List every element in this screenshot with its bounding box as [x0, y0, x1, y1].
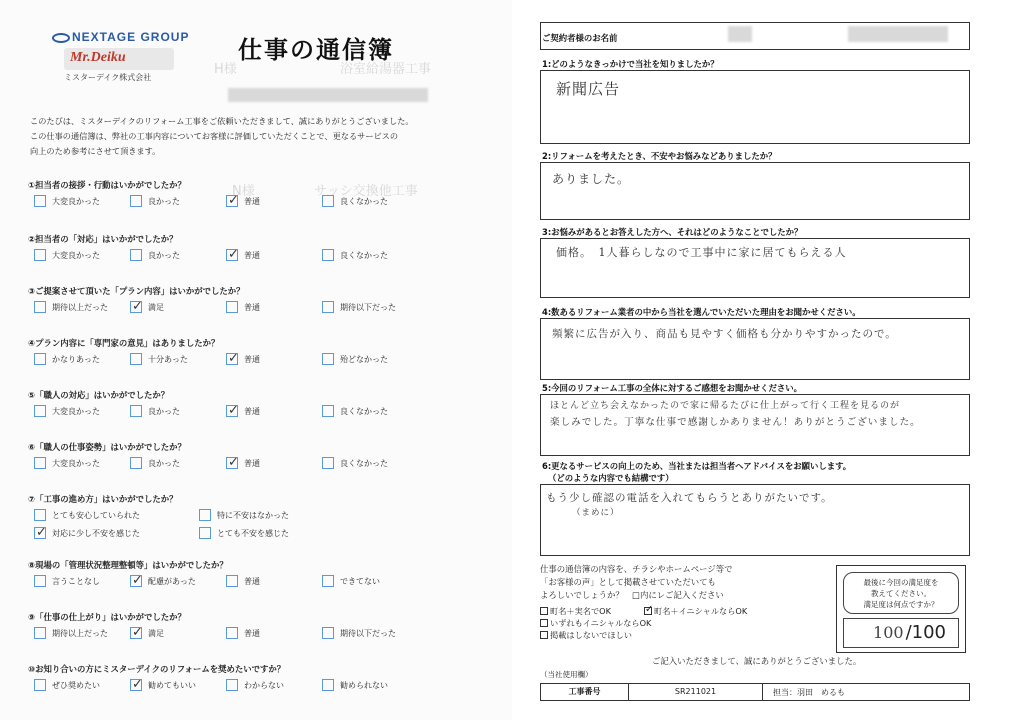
option-label: 普通: [244, 458, 260, 468]
option[interactable]: [130, 457, 216, 469]
ghost-customer-2: N様: [232, 184, 255, 199]
option[interactable]: [130, 353, 216, 365]
option-label: 普通: [244, 576, 260, 586]
right-q4-answer: 頻繁に広告が入り、商品も見やすく価格も分かりやすかったので。: [552, 328, 897, 340]
option[interactable]: [226, 405, 312, 417]
score-value: 100: [873, 623, 904, 642]
intro-line: このたびは、ミスターデイクのリフォーム工事をご依頼いただきまして、誠にありがとうございました。: [30, 116, 414, 126]
checkbox-checked[interactable]: [226, 405, 238, 417]
work-number-label: 工事番号: [541, 684, 629, 700]
option[interactable]: [226, 457, 312, 469]
checkbox[interactable]: [34, 195, 46, 207]
option[interactable]: [199, 507, 354, 524]
option[interactable]: [226, 301, 312, 313]
question-6: [28, 440, 488, 472]
nextage-orb-icon: [52, 33, 70, 43]
option[interactable]: [34, 457, 120, 469]
publish-option[interactable]: [540, 617, 830, 629]
option-label: 普通: [244, 250, 260, 260]
option[interactable]: [130, 195, 216, 207]
publish-option-label: 掲載はしないでほしい: [550, 629, 632, 640]
checkbox[interactable]: [34, 457, 46, 469]
options: [34, 350, 488, 368]
publish-option[interactable]: [540, 605, 644, 617]
option-label: 良かった: [148, 196, 180, 206]
options: [34, 246, 488, 264]
option[interactable]: [226, 679, 312, 691]
checkbox[interactable]: [322, 301, 334, 313]
option-label: 期待以下だった: [340, 302, 396, 312]
option[interactable]: [322, 249, 408, 261]
option-label: 良くなかった: [340, 250, 388, 260]
checkbox-checked[interactable]: [130, 679, 142, 691]
options: [34, 624, 488, 642]
option[interactable]: [34, 353, 120, 365]
checkbox[interactable]: [34, 405, 46, 417]
prompt-line: 最後に今回の満足度を: [863, 578, 939, 587]
option[interactable]: [34, 679, 120, 691]
mr-deiku-logo: Mr.Deiku: [64, 48, 174, 70]
option-label: 大変良かった: [52, 406, 100, 416]
checkbox[interactable]: [540, 619, 548, 627]
option-label: 期待以上だった: [52, 302, 108, 312]
checkbox[interactable]: [226, 627, 238, 639]
option[interactable]: [34, 301, 120, 313]
option-label: 満足: [148, 628, 164, 638]
question-5: [28, 388, 488, 420]
checkbox[interactable]: [34, 301, 46, 313]
checkbox[interactable]: [226, 679, 238, 691]
ghost-work-2: サッシ交換他工事: [314, 184, 418, 199]
right-q6-label: 6:更なるサービスの向上のため、当社または担当者へアドバイスをお願いします。: [542, 461, 852, 471]
satisfaction-score-field[interactable]: [843, 618, 959, 648]
checkbox[interactable]: [322, 457, 334, 469]
option-label: かなりあった: [52, 354, 100, 364]
checkbox-checked[interactable]: [130, 301, 142, 313]
question-7: [28, 492, 488, 542]
checkbox-checked[interactable]: [226, 353, 238, 365]
options: [34, 454, 488, 472]
question-title: ⑩お知り合いの方にミスターデイクのリフォームを奨めたいですか？: [28, 664, 286, 674]
checkbox-checked[interactable]: [130, 575, 142, 587]
option[interactable]: [322, 679, 408, 691]
option-label: できてない: [340, 576, 380, 586]
option[interactable]: [226, 353, 312, 365]
option[interactable]: [322, 457, 408, 469]
options: [34, 506, 488, 542]
option-label: 普通: [244, 196, 260, 206]
checkbox-checked[interactable]: [644, 607, 652, 615]
redacted-area: [228, 88, 428, 102]
right-q5-answer-line-1: ほとんど立ち会えなかったので家に帰るたびに仕上がって行く工程を見るのが: [550, 401, 901, 411]
option[interactable]: [130, 301, 216, 313]
option-label: 普通: [244, 406, 260, 416]
question-1: [28, 178, 488, 210]
satisfaction-score-box: [836, 565, 966, 653]
publish-line: 「お客様の声」として掲載させていただいても: [540, 577, 716, 587]
checkbox-checked[interactable]: [130, 627, 142, 639]
question-title: ②担当者の「対応」はいかがでしたか？: [28, 234, 178, 244]
option-label: 大変良かった: [52, 458, 100, 468]
nextage-logo: [52, 30, 189, 44]
checkbox[interactable]: [130, 457, 142, 469]
question-3: [28, 284, 488, 316]
intro-line: この仕事の通信簿は、弊社の工事内容についてお客様に評価していただくことで、更なるサービスの: [30, 131, 399, 141]
checkbox[interactable]: [199, 527, 211, 539]
checkbox[interactable]: [322, 353, 334, 365]
option-label: 普通: [244, 302, 260, 312]
option[interactable]: [34, 575, 120, 587]
option[interactable]: [130, 627, 216, 639]
option[interactable]: [226, 195, 312, 207]
right-q1-label: 1:どのようなきっかけで当社を知りましたか？: [542, 59, 719, 69]
checkbox[interactable]: [130, 405, 142, 417]
option[interactable]: [322, 405, 408, 417]
work-number-value: SR211021: [629, 684, 763, 700]
right-q6-sub: （どのような内容でも結構です）: [548, 473, 674, 483]
question-9: [28, 610, 488, 642]
question-title: ①担当者の接拶・行動はいかがでしたか？: [28, 180, 186, 190]
option-label: 満足: [148, 302, 164, 312]
option-label: 言うことなし: [52, 576, 100, 586]
intro-line: 向上のため参考にさせて頂きます。: [30, 146, 161, 156]
option-label: 対応に少し不安を感じた: [52, 528, 140, 538]
checkbox-checked[interactable]: [34, 527, 46, 539]
question-10: [28, 662, 488, 694]
office-use-row: [540, 683, 970, 701]
thanks-text: ご記入いただきまして、誠にありがとうございました。: [652, 656, 862, 666]
checkbox[interactable]: [130, 195, 142, 207]
checkbox[interactable]: [322, 195, 334, 207]
nextage-label: NEXTAGE GROUP: [72, 30, 190, 44]
checkbox-checked[interactable]: [226, 195, 238, 207]
option[interactable]: [322, 301, 408, 313]
checkbox[interactable]: [199, 509, 211, 521]
right-q1-answer: 新聞広告: [556, 80, 621, 98]
score-max: /100: [905, 622, 946, 643]
publish-option-label: 町名＋実名でOK: [550, 605, 611, 616]
question-title: ⑤「職人の対応」はいかがでしたか？: [28, 390, 170, 400]
option[interactable]: [322, 575, 408, 587]
options: [34, 402, 488, 420]
question-8: [28, 558, 488, 590]
ghost-customer-1: H様: [214, 62, 237, 77]
publish-option-label: いずれもイニシャルならOK: [550, 617, 652, 628]
option-label: 期待以上だった: [52, 628, 108, 638]
option-label: わからない: [244, 680, 284, 690]
checkbox-checked[interactable]: [226, 249, 238, 261]
question-title: ⑨「仕事の仕上がり」はいかがでしたか？: [28, 612, 186, 622]
option-label: 普通: [244, 354, 260, 364]
option[interactable]: [34, 249, 120, 261]
right-q3-answer: 価格。 1人暮らしなので工事中に家に居てもらえる人: [556, 246, 847, 259]
checkbox[interactable]: [34, 353, 46, 365]
option[interactable]: [34, 195, 120, 207]
option[interactable]: [322, 195, 408, 207]
option[interactable]: [226, 575, 312, 587]
question-title: ⑥「職人の仕事姿勢」はいかがでしたか？: [28, 442, 186, 452]
checkbox[interactable]: [226, 301, 238, 313]
publish-line: 仕事の通信簿の内容を、チラシやホームページ等で: [540, 564, 733, 574]
option-label: 良くなかった: [340, 406, 388, 416]
checkbox[interactable]: [322, 679, 334, 691]
option[interactable]: [322, 353, 408, 365]
checkbox[interactable]: [226, 575, 238, 587]
checkbox[interactable]: [34, 679, 46, 691]
question-4: [28, 336, 488, 368]
checkbox[interactable]: [130, 353, 142, 365]
page-title: 仕事の通信簿: [238, 36, 394, 64]
option[interactable]: [130, 405, 216, 417]
publish-options: [540, 605, 830, 641]
options: [34, 572, 488, 590]
option[interactable]: [322, 627, 408, 639]
option[interactable]: [226, 627, 312, 639]
prompt-line: 満足度は何点ですか？: [863, 600, 939, 609]
satisfaction-prompt: [843, 572, 959, 614]
option[interactable]: [34, 525, 189, 542]
checkbox[interactable]: [34, 509, 46, 521]
checkbox[interactable]: [34, 249, 46, 261]
option-label: 良かった: [148, 458, 180, 468]
question-2: [28, 232, 488, 264]
checkbox[interactable]: [34, 627, 46, 639]
right-q6-answer-line-2: （まめに）: [572, 508, 620, 518]
option-label: 十分あった: [148, 354, 188, 364]
right-q2-label: 2:リフォームを考えたとき、不安やお悩みなどありましたか？: [542, 151, 777, 161]
question-title: ③ご提案させて頂いた「プラン内容」はいかがでしたか？: [28, 286, 245, 296]
options: [34, 298, 488, 316]
option-label: 特に不安はなかった: [217, 510, 289, 520]
office-use-label: （当社使用欄）: [540, 670, 593, 679]
option-label: 良くなかった: [340, 458, 388, 468]
option-label: 期待以下だった: [340, 628, 396, 638]
option-label: 勧められない: [340, 680, 388, 690]
company-name: ミスターデイク株式会社: [64, 73, 152, 82]
checkbox[interactable]: [322, 627, 334, 639]
question-title: ⑦「工事の進め方」はいかがでしたか？: [28, 494, 178, 504]
option-label: 良くなかった: [340, 196, 388, 206]
ghost-work-1: 浴室給湯器工事: [340, 62, 432, 77]
redacted-name: [728, 26, 752, 42]
option-label: とても不安を感じた: [217, 528, 289, 538]
option[interactable]: [199, 525, 354, 542]
option-label: 大変良かった: [52, 196, 100, 206]
checkbox-checked[interactable]: [226, 457, 238, 469]
option[interactable]: [130, 249, 216, 261]
options: [34, 192, 488, 210]
option-label: とても安心していられた: [52, 510, 140, 520]
checkbox[interactable]: [540, 607, 548, 615]
option[interactable]: [34, 405, 120, 417]
option-label: 大変良かった: [52, 250, 100, 260]
question-title: ④プラン内容に「専門家の意見」はありましたか？: [28, 338, 220, 348]
option[interactable]: [226, 249, 312, 261]
question-title: ⑧現場の「管理状況整理整頓等」はいかがでしたか？: [28, 560, 228, 570]
checkbox[interactable]: [540, 631, 548, 639]
publish-line: よろしいでしょうか？ □内にレご記入ください: [540, 590, 724, 600]
option-label: ぜひ奨めたい: [52, 680, 100, 690]
right-q5-answer-line-2: 楽しみでした。丁寧な仕事で感謝しかありません！ありがとうございました。: [550, 417, 921, 428]
right-q2-answer: ありました。: [552, 172, 631, 186]
options: [34, 676, 488, 694]
option-label: 普通: [244, 628, 260, 638]
option[interactable]: [130, 575, 216, 587]
option-label: 配慮があった: [148, 576, 196, 586]
right-q6-answer-line-1: もう少し確認の電話を入れてもらうとありがたいです。: [546, 492, 833, 504]
checkbox[interactable]: [322, 249, 334, 261]
publish-option[interactable]: [644, 605, 747, 617]
option-label: 殆どなかった: [340, 354, 388, 364]
option-label: 勧めてもいい: [148, 680, 196, 690]
publish-option[interactable]: [540, 629, 830, 641]
right-q4-label: 4:数あるリフォーム業者の中から当社を選んでいただいた理由をお聞かせください。: [542, 307, 861, 317]
intro-text: [30, 114, 490, 159]
checkbox[interactable]: [322, 405, 334, 417]
right-q3-label: 3:お悩みがあるとお答えした方へ、それはどのようなことでしたか？: [542, 227, 803, 237]
publish-consent-text: [540, 563, 732, 602]
option-label: 良かった: [148, 406, 180, 416]
checkbox[interactable]: [322, 575, 334, 587]
checkbox[interactable]: [34, 575, 46, 587]
prompt-line: 教えてください。: [871, 589, 931, 598]
option[interactable]: [130, 679, 216, 691]
publish-option-label: 町名＋イニシャルならOK: [654, 605, 748, 616]
redacted-name: [848, 26, 948, 42]
right-q5-label: 5:今回のリフォーム工事の全体に対するご感想をお聞かせください。: [542, 383, 803, 393]
option-label: 良かった: [148, 250, 180, 260]
option[interactable]: [34, 507, 189, 524]
customer-name-label: ご契約者様のお名前: [542, 33, 618, 43]
staff-name: 担当：羽田 めるも: [773, 687, 845, 697]
option[interactable]: [34, 627, 120, 639]
checkbox[interactable]: [130, 249, 142, 261]
